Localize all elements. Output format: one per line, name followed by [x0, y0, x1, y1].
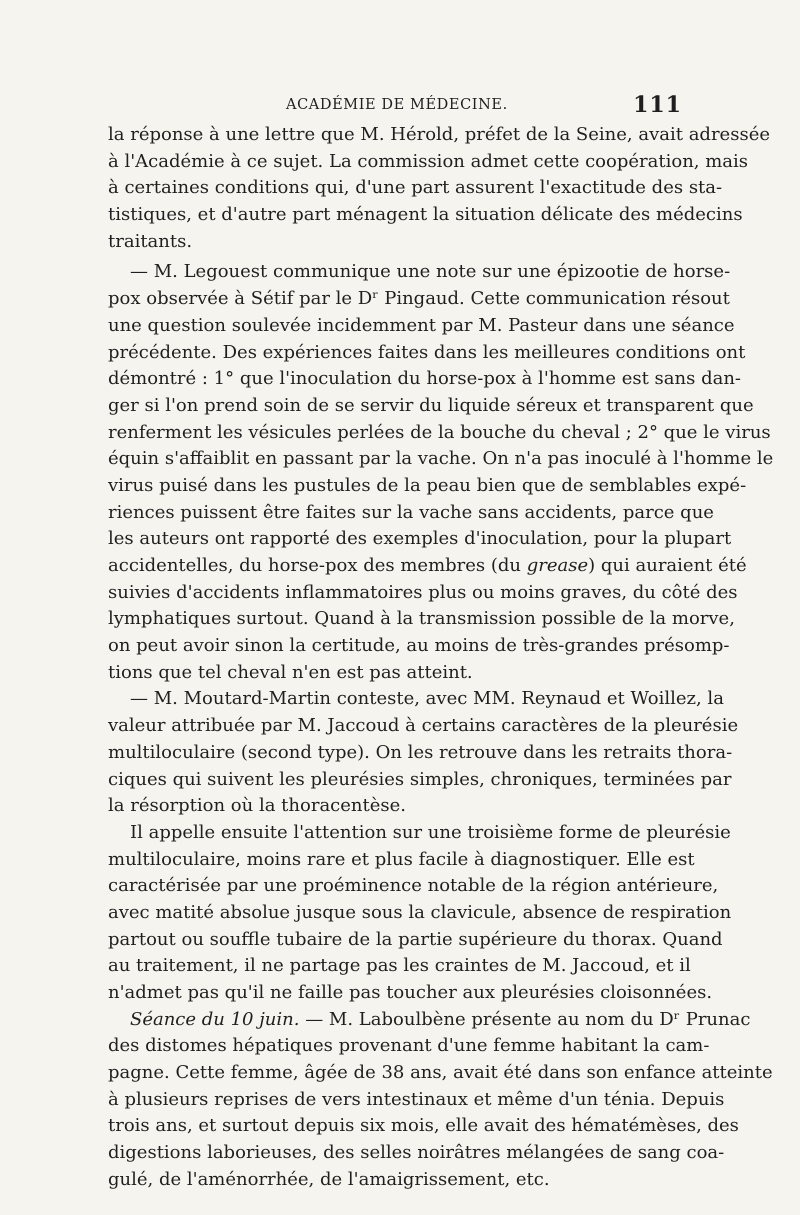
- text-line: gulé, de l'aménorrhée, de l'amaigrissement, etc.: [108, 1168, 550, 1190]
- text-line: riences puissent être faites sur la vache sans accidents, parce que: [108, 501, 714, 523]
- text-line: au traitement, il ne partage pas les craintes de M. Jaccoud, et il: [108, 955, 691, 977]
- page-number: 111: [633, 92, 682, 118]
- text-line: caractérisée par une proéminence notable de la région antérieure,: [108, 875, 719, 897]
- text-line: précédente. Des expériences faites dans les meilleures conditions ont: [108, 341, 746, 363]
- text-line: multiloculaire, moins rare et plus facile à diagnostiquer. Elle est: [108, 848, 695, 870]
- text-line: — M. Legouest communique une note sur une épizootie de horse-: [130, 261, 731, 283]
- text-line: tistiques, et d'autre part ménagent la situation délicate des médecins: [108, 204, 743, 226]
- body-text: [108, 122, 774, 1194]
- text-line: suivies d'accidents inflammatoires plus ou moins graves, du côté des: [108, 581, 738, 603]
- text-line: lymphatiques surtout. Quand à la transmission possible de la morve,: [108, 608, 735, 630]
- text-line: les auteurs ont rapporté des exemples d'inoculation, pour la plupart: [108, 528, 732, 550]
- text-line: renferment les vésicules perlées de la bouche du cheval ; 2° que le virus: [108, 421, 771, 443]
- text-line: virus puisé dans les pustules de la peau bien que de semblables expé-: [108, 474, 747, 496]
- text-line: — M. Moutard-Martin conteste, avec MM. Reynaud et Woillez, la: [130, 688, 724, 710]
- text-line: tions que tel cheval n'en est pas atteint.: [108, 661, 473, 683]
- text-line: équin s'affaiblit en passant par la vache. On n'a pas inoculé à l'homme le: [108, 448, 774, 470]
- text-line: une question soulevée incidemment par M. Pasteur dans une séance: [108, 314, 735, 336]
- text-line: partout ou souffle tubaire de la partie supérieure du thorax. Quand: [108, 928, 723, 950]
- text-line: à l'Académie à ce sujet. La commission admet cette coopération, mais: [108, 150, 749, 172]
- text-line: pagne. Cette femme, âgée de 38 ans, avait été dans son enfance atteinte: [108, 1062, 773, 1084]
- italic-text: Séance du 10 juin.: [130, 1008, 300, 1030]
- text-line: Séance du 10 juin. — M. Laboulbène présente au nom du Dʳ Prunac: [130, 1008, 751, 1030]
- text-line: démontré : 1° que l'inoculation du horse-pox à l'homme est sans dan-: [108, 368, 741, 390]
- text-line: à plusieurs reprises de vers intestinaux et même d'un ténia. Depuis: [108, 1088, 725, 1110]
- italic-text: grease: [526, 555, 589, 576]
- page-header: [108, 93, 686, 123]
- text-line: accidentelles, du horse-pox des membres (du grease) qui auraient été: [108, 555, 747, 576]
- text-line: à certaines conditions qui, d'une part assurent l'exactitude des sta-: [108, 177, 723, 199]
- text-line: ciques qui suivent les pleurésies simples, chroniques, terminées par: [108, 768, 732, 790]
- running-title: ACADÉMIE DE MÉDECINE.: [286, 97, 508, 113]
- text-line: la résorption où la thoracentèse.: [108, 795, 406, 817]
- text-line: digestions laborieuses, des selles noirâtres mélangées de sang coa-: [108, 1142, 725, 1164]
- text-line: trois ans, et surtout depuis six mois, elle avait des hématémèses, des: [108, 1115, 739, 1137]
- text-line: traitants.: [108, 230, 193, 252]
- text-line: Il appelle ensuite l'attention sur une troisième forme de pleurésie: [130, 821, 731, 843]
- text-line: ger si l'on prend soin de se servir du liquide séreux et transparent que: [108, 394, 754, 416]
- text-line: la réponse à une lettre que M. Hérold, préfet de la Seine, avait adressée: [108, 124, 770, 145]
- text-line: valeur attribuée par M. Jaccoud à certains caractères de la pleurésie: [108, 715, 739, 737]
- text-line: des distomes hépatiques provenant d'une femme habitant la cam-: [108, 1035, 710, 1057]
- text-line: multiloculaire (second type). On les retrouve dans les retraits thora-: [108, 741, 733, 763]
- text-line: pox observée à Sétif par le Dʳ Pingaud. Cette communication résout: [108, 288, 730, 310]
- text-line: n'admet pas qu'il ne faille pas toucher aux pleurésies cloisonnées.: [108, 982, 713, 1003]
- text-line: avec matité absolue jusque sous la clavicule, absence de respiration: [108, 901, 732, 923]
- text-line: on peut avoir sinon la certitude, au moins de très-grandes présomp-: [108, 635, 730, 657]
